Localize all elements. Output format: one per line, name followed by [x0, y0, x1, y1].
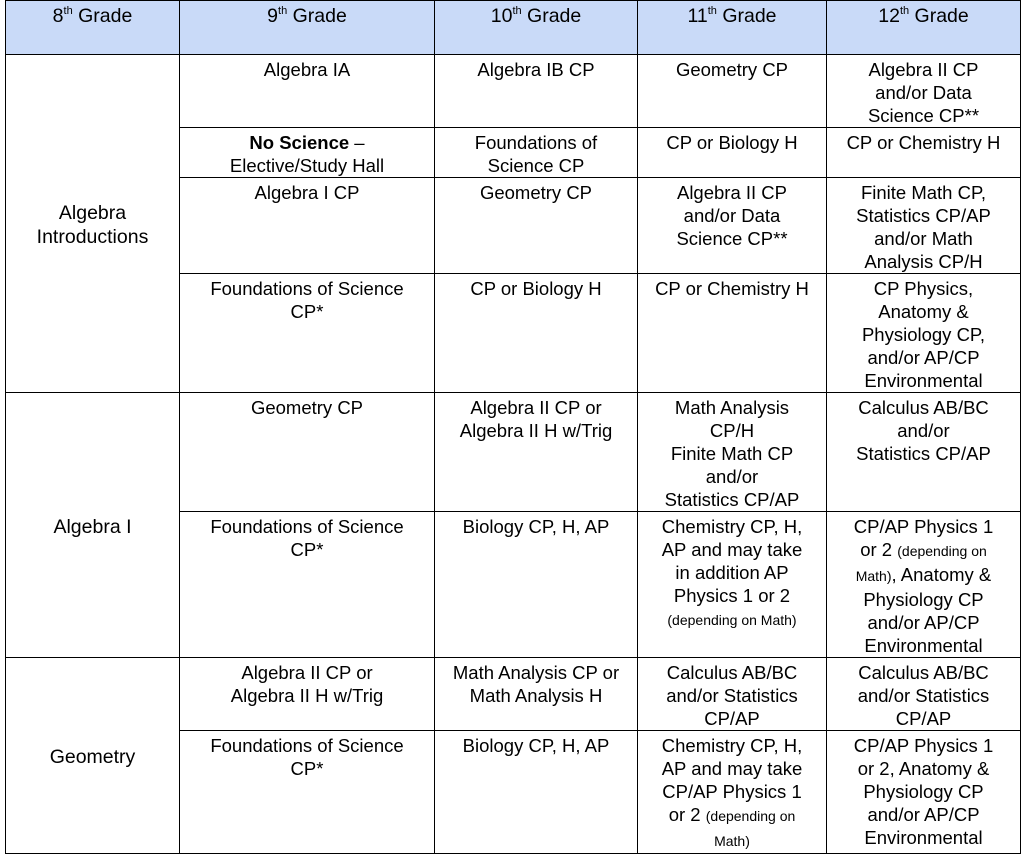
- course-text: Geometry CP: [675, 59, 789, 80]
- course-line: [642, 561, 822, 584]
- course-line: [184, 277, 430, 300]
- course-text: Statistics CP/AP: [856, 205, 991, 226]
- course-line: [642, 515, 822, 538]
- course-line: [439, 181, 633, 204]
- course-cell: [435, 393, 638, 512]
- course-note-text: Math): [855, 568, 892, 584]
- course-text: Science CP: [487, 155, 585, 176]
- course-text: CP*: [290, 758, 324, 779]
- group-label-line: Algebra I: [53, 515, 132, 538]
- course-text: CP*: [290, 539, 324, 560]
- course-line: [831, 419, 1016, 442]
- course-line: [184, 181, 430, 204]
- course-cell: [638, 658, 827, 731]
- course-text: Foundations of Science: [210, 278, 404, 299]
- course-cell: [180, 658, 435, 731]
- course-line: [831, 757, 1016, 780]
- course-text: Physiology CP: [863, 589, 984, 610]
- course-text: Geometry CP: [479, 182, 593, 203]
- course-text: CP*: [290, 301, 324, 322]
- course-text: Anatomy &: [878, 301, 969, 322]
- course-cell: [827, 274, 1021, 393]
- course-line: [831, 346, 1016, 369]
- course-text: and/or AP/CP: [867, 612, 980, 633]
- course-line: [642, 277, 822, 300]
- course-text: Algebra II H w/Trig: [459, 420, 613, 441]
- course-text: Algebra IB CP: [477, 59, 595, 80]
- course-line: [184, 757, 430, 780]
- course-cell: [827, 512, 1021, 658]
- course-text: AP and may take: [661, 539, 803, 560]
- course-line: [439, 154, 633, 177]
- header-row: [6, 1, 1021, 55]
- course-line: [831, 58, 1016, 81]
- course-line: [831, 707, 1016, 730]
- course-text: Statistics CP/AP: [856, 443, 991, 464]
- course-text: CP or Biology H: [470, 278, 602, 299]
- course-text: and/or AP/CP: [867, 347, 980, 368]
- course-line: [831, 684, 1016, 707]
- course-line: [831, 538, 1016, 563]
- course-text: Algebra II CP: [868, 59, 979, 80]
- course-line: [184, 734, 430, 757]
- course-line: [831, 300, 1016, 323]
- course-line: [831, 204, 1016, 227]
- course-line: [642, 396, 822, 419]
- course-line: [831, 780, 1016, 803]
- course-text: Geometry CP: [250, 397, 364, 418]
- course-cell: [180, 178, 435, 274]
- course-cell: [435, 512, 638, 658]
- course-line: [642, 584, 822, 607]
- course-cell: [180, 55, 435, 128]
- course-text: CP/AP: [704, 708, 760, 729]
- course-text: Elective/Study Hall: [229, 155, 385, 176]
- group-label-line: Geometry: [49, 746, 136, 768]
- course-text: Physiology CP,: [861, 324, 986, 345]
- course-line: [831, 826, 1016, 849]
- course-text: CP or Biology H: [666, 132, 798, 153]
- course-line: [831, 442, 1016, 465]
- course-line: [831, 515, 1016, 538]
- course-text: Physics 1 or 2: [673, 585, 791, 606]
- course-text: or 2, Anatomy &: [857, 758, 990, 779]
- course-line: [642, 803, 822, 828]
- course-line: [184, 396, 430, 419]
- course-text: Algebra IA: [263, 59, 351, 80]
- course-text: and/or Math: [874, 228, 973, 249]
- course-text: Algebra II CP or: [470, 397, 602, 418]
- header-10th-grade: 10th Grade: [435, 1, 638, 55]
- course-line: [439, 396, 633, 419]
- course-note-text: (depending on: [705, 808, 796, 824]
- course-text: Foundations of Science: [210, 516, 404, 537]
- group-label-cell: [6, 393, 180, 658]
- course-text: Algebra II H w/Trig: [230, 685, 384, 706]
- course-line: [831, 634, 1016, 657]
- course-line: [439, 277, 633, 300]
- course-text: Math Analysis: [674, 397, 790, 418]
- group-label-line: Algebra: [58, 202, 127, 224]
- course-text: CP Physics,: [873, 278, 974, 299]
- course-cell: [638, 393, 827, 512]
- course-text: and/or Data: [683, 205, 781, 226]
- course-line: [831, 611, 1016, 634]
- table-row: [6, 55, 1021, 128]
- course-line: [831, 323, 1016, 346]
- course-line: [831, 661, 1016, 684]
- course-cell: [638, 512, 827, 658]
- course-line: [642, 227, 822, 250]
- header-8th-grade: 8th Grade: [6, 1, 180, 55]
- course-line: [831, 250, 1016, 273]
- course-text: Math Analysis CP or: [452, 662, 620, 683]
- course-text: Environmental: [864, 827, 983, 848]
- course-line: [439, 58, 633, 81]
- course-cell: [638, 55, 827, 128]
- course-cell: [435, 55, 638, 128]
- course-text: CP or Chemistry H: [655, 278, 809, 299]
- course-text: Chemistry CP, H,: [661, 735, 803, 756]
- course-note-text: (depending on Math): [667, 612, 797, 628]
- course-cell: [180, 274, 435, 393]
- course-text: Foundations of Science: [210, 735, 404, 756]
- course-line: [642, 707, 822, 730]
- course-cell: [827, 55, 1021, 128]
- course-line: [642, 780, 822, 803]
- course-line: [184, 515, 430, 538]
- course-text: Chemistry CP, H,: [661, 516, 803, 537]
- course-note-text: (depending on: [897, 543, 987, 559]
- course-text: CP/AP Physics 1: [662, 781, 802, 802]
- course-line: [184, 538, 430, 561]
- course-text: Calculus AB/BC: [858, 662, 989, 683]
- course-text: Science CP**: [867, 105, 980, 126]
- course-text: or 2: [860, 539, 898, 560]
- course-line: [642, 181, 822, 204]
- course-text: and/or: [705, 466, 759, 487]
- course-text: and/or Statistics: [857, 685, 990, 706]
- course-line: [184, 300, 430, 323]
- course-cell: [435, 178, 638, 274]
- course-line: [642, 607, 822, 632]
- course-line: [831, 734, 1016, 757]
- course-text: Algebra I CP: [254, 182, 360, 203]
- header-9th-grade: 9th Grade: [180, 1, 435, 55]
- header-11th-grade: 11th Grade: [638, 1, 827, 55]
- course-line: [831, 588, 1016, 611]
- course-text: –: [349, 132, 365, 153]
- course-line: [184, 131, 430, 154]
- course-line: [439, 684, 633, 707]
- course-line: [831, 181, 1016, 204]
- course-line: [642, 465, 822, 488]
- course-line: [184, 684, 430, 707]
- course-line: [831, 396, 1016, 419]
- course-text: and/or Data: [875, 82, 972, 103]
- course-line: [831, 81, 1016, 104]
- course-text: Environmental: [864, 370, 983, 391]
- course-text: or 2: [668, 804, 706, 825]
- course-cell: [827, 128, 1021, 178]
- course-text: Algebra II CP: [676, 182, 788, 203]
- course-text: Analysis CP/H: [864, 251, 983, 272]
- course-text: AP and may take: [661, 758, 803, 779]
- course-line: [184, 58, 430, 81]
- course-text: CP/AP Physics 1: [853, 735, 994, 756]
- course-cell: [827, 178, 1021, 274]
- course-line: [439, 734, 633, 757]
- course-line: [831, 803, 1016, 826]
- course-line: [642, 684, 822, 707]
- course-text: Finite Math CP,: [860, 182, 987, 203]
- course-cell: [180, 512, 435, 658]
- course-line: [439, 419, 633, 442]
- table-row: [6, 658, 1021, 731]
- course-line: [642, 442, 822, 465]
- course-line: [831, 104, 1016, 127]
- course-line: [642, 734, 822, 757]
- course-text: , Anatomy &: [891, 564, 992, 585]
- course-cell: [638, 128, 827, 178]
- course-text: Statistics CP/AP: [664, 489, 800, 510]
- course-text: Calculus AB/BC: [666, 662, 798, 683]
- course-text: CP or Chemistry H: [846, 132, 1001, 153]
- course-text: Foundations of: [474, 132, 598, 153]
- course-line: [642, 204, 822, 227]
- course-cell: [638, 731, 827, 854]
- course-line: [642, 757, 822, 780]
- course-text: CP/AP: [895, 708, 952, 729]
- course-text: Algebra II CP or: [241, 662, 373, 683]
- table-body: [6, 55, 1021, 854]
- course-text: in addition AP: [675, 562, 789, 583]
- course-cell: [180, 731, 435, 854]
- course-line: [642, 58, 822, 81]
- course-text: Biology CP, H, AP: [462, 516, 610, 537]
- course-text: and/or AP/CP: [867, 804, 980, 825]
- course-text: Physiology CP: [863, 781, 984, 802]
- course-line: [439, 661, 633, 684]
- course-cell: [435, 128, 638, 178]
- course-cell: [180, 128, 435, 178]
- course-line: [439, 131, 633, 154]
- course-line: [642, 661, 822, 684]
- course-text: CP/AP Physics 1: [853, 516, 994, 537]
- course-cell: [638, 178, 827, 274]
- course-line: [439, 515, 633, 538]
- course-cell: [435, 731, 638, 854]
- group-label-cell: [6, 658, 180, 854]
- course-line: [184, 154, 430, 177]
- course-line: [831, 277, 1016, 300]
- course-line: [642, 488, 822, 511]
- course-text: and/or: [897, 420, 950, 441]
- course-line: [831, 369, 1016, 392]
- course-cell: [435, 658, 638, 731]
- group-label-cell: [6, 55, 180, 393]
- course-text: Math Analysis H: [469, 685, 603, 706]
- course-line: [184, 661, 430, 684]
- course-text: CP/H: [709, 420, 755, 441]
- course-note-text: Math): [714, 833, 750, 849]
- course-line: [642, 419, 822, 442]
- course-text: Biology CP, H, AP: [462, 735, 610, 756]
- group-label-line: Introductions: [36, 226, 149, 248]
- course-cell: [180, 393, 435, 512]
- course-cell: [827, 393, 1021, 512]
- course-line: [642, 828, 822, 853]
- course-cell: [435, 274, 638, 393]
- course-cell: [827, 731, 1021, 854]
- course-text: Science CP**: [676, 228, 788, 249]
- course-cell: [827, 658, 1021, 731]
- course-text: Environmental: [864, 635, 983, 656]
- course-line: [642, 538, 822, 561]
- course-line: [831, 227, 1016, 250]
- course-cell: [638, 274, 827, 393]
- course-bold-text: No Science: [249, 132, 350, 153]
- course-line: [642, 131, 822, 154]
- course-text: and/or Statistics: [666, 685, 798, 706]
- course-line: [831, 563, 1016, 588]
- table-row: [6, 393, 1021, 512]
- course-text: Calculus AB/BC: [858, 397, 989, 418]
- course-pathway-table: [5, 0, 1021, 854]
- course-text: Finite Math CP: [670, 443, 794, 464]
- header-12th-grade: 12th Grade: [827, 1, 1021, 55]
- course-line: [831, 131, 1016, 154]
